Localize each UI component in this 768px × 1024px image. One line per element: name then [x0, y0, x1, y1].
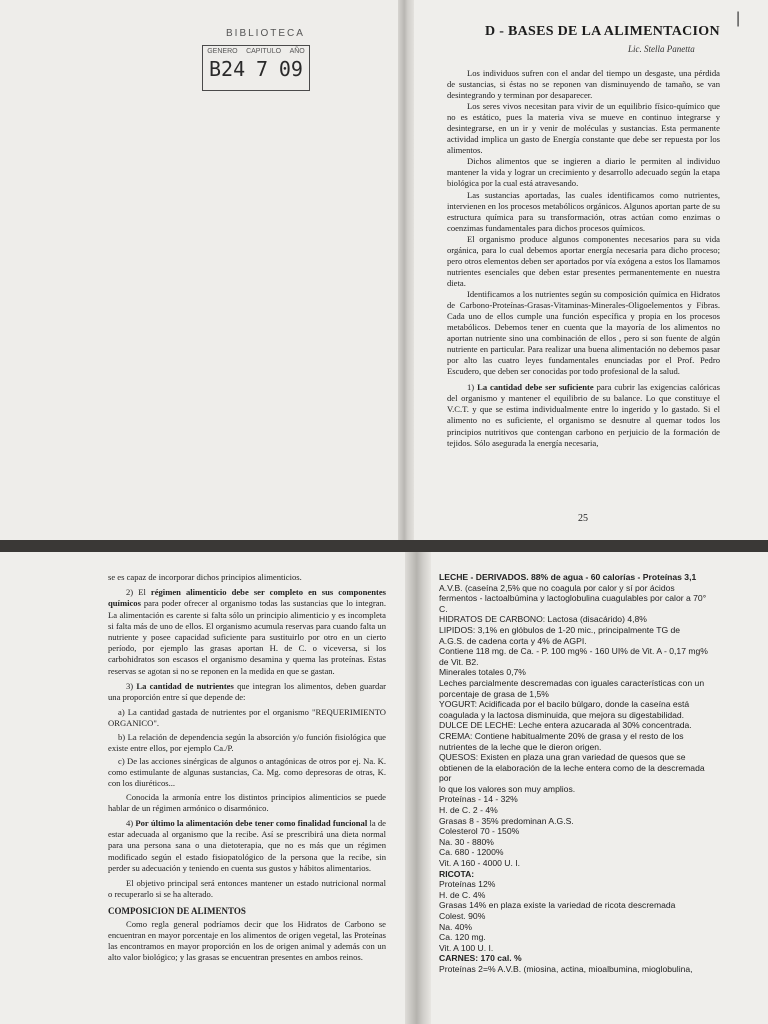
text-line: DULCE DE LECHE: Leche entera azucarada al 30% concentrada.	[439, 720, 692, 731]
text-line: Na. 30 - 880%	[439, 836, 494, 847]
law-number: 4)	[126, 818, 136, 829]
bottom-page	[0, 552, 768, 1024]
text-line: C.	[439, 603, 448, 614]
text-line: CARNES: 170 cal. %	[439, 953, 522, 964]
law-number: 2) El	[126, 587, 151, 598]
text-line: coagulada y la lactosa disminuida, que mejora su digestabilidad.	[439, 709, 685, 720]
stamp-header: CAPITULO	[246, 48, 282, 55]
paragraph: Conocida la armonía entre los distintos principios alimenticios se puede hablar de un régimen armónico o disarmónico.	[108, 791, 386, 813]
text-line: Proteínas 12%	[439, 879, 496, 890]
stamp-header: AÑO	[289, 48, 305, 55]
list-item: a) La cantidad gastada de nutrientes por el organismo "REQUERIMIENTO ORGANICO".	[108, 707, 386, 729]
top-text-column	[447, 68, 720, 449]
text-line: Contiene 118 mg. de Ca. - P. 100 mg% - 160 UI% de Vit. A - 0,17 mg%	[439, 646, 708, 657]
text-line: LECHE - DERIVADOS. 88% de agua - 60 calorías - Proteínas 3,1	[439, 572, 697, 582]
text-line: YOGURT: Acidificada por el bacilo búlgaro, donde la caseína está	[439, 699, 690, 710]
paragraph: se es capaz de incorporar dichos principios alimenticios.	[108, 572, 302, 582]
paragraph: Las sustancias aportadas, las cuales identificamos como nutrientes, intervienen en los procesos metabólicos orgánicos. Algunos aportan parte de su estructura química para su transformación, otras actúan como enzimas o coenzimas fundamentales para dichos procesos químicos.	[447, 189, 720, 233]
law-2-heading: régimen alimenticio debe ser completo en sus componentes químicos	[108, 587, 386, 609]
text-line: Minerales totales 0,7%	[439, 667, 526, 678]
text-line: A.G.S. de cadena corta y 4% de AGPI.	[439, 635, 587, 646]
law-1-paragraph	[447, 382, 720, 448]
text-line: de Vit. B2.	[439, 656, 479, 667]
paragraph: Los individuos sufren con el andar del tiempo un desgaste, una pérdida de sustancias, si éstas no se reponen van disminuyendo de tamaño, se van desintegrando y terminan por desaparecer.	[447, 68, 720, 101]
list-item: b) La relación de dependencia según la absorción y/o función fisiológica que existe entre ellos, por ejemplo Ca./P.	[108, 731, 386, 753]
stamp-header: GENERO	[207, 48, 238, 55]
paragraph: El objetivo principal será entonces mantener un estado nutricional normal o recuperarlo si se ha alterado.	[108, 878, 386, 900]
text-line: Proteínas 2=% A.V.B. (miosina, actina, mioalbumina, mioglobulina,	[439, 963, 693, 974]
page-fold-shadow	[405, 552, 431, 1024]
stamp-headers	[203, 46, 309, 55]
law-1-text: para cubrir las exigencias calóricas del organismo y mantener el equilibrio de su balance. Lo que constituye el V.C.T. y que se estima individualmente entre lo ingerido y lo gastado. Si el alimento no es suficiente, el organismo se desnutre al quemar todos los principios nutritivos que contengan carbono en perjuicio de la formación de tejidos. Sólo asegurada la energía necesaria,	[447, 382, 720, 448]
text-line: HIDRATOS DE CARBONO: Lactosa (disacárido) 4,8%	[439, 614, 647, 625]
bottom-left-column	[108, 572, 386, 968]
text-line: Ca. 680 - 1200%	[439, 847, 504, 858]
text-line: LIPIDOS: 3,1% en glóbulos de 1-20 mic., principalmente TG de	[439, 624, 681, 635]
left-margin-blank	[0, 0, 398, 540]
stamp-value: 7	[255, 57, 269, 81]
text-line: A.V.B. (caseína 2,5% que no coagula por calor y sí por ácidos	[439, 582, 675, 593]
bottom-right-column	[439, 572, 719, 975]
text-line: Leches parcialmente descremadas con iguales características con un	[439, 677, 705, 688]
text-line: obtienen de la elaboración de la leche entera como de la descremada por	[439, 762, 705, 784]
text-line: Grasas 14% en plaza existe la variedad de ricota descremada	[439, 900, 676, 911]
law-4-text: la de estar adecuada al organismo que la recibe. Así se prescribirá una dieta normal para una persona sana o una dietoterapia, que no es más que un régimen modificado según el estado fisiopatológico de la persona que la recibe, sin perder su adecuación y teniendo en cuenta sus gustos y hábitos alimentarios.	[108, 818, 386, 873]
section-heading: COMPOSICION DE ALIMENTOS	[108, 906, 246, 917]
law-2-paragraph	[108, 587, 386, 677]
paragraph: Como regla general podríamos decir que los Hidratos de Carbono se encuentran en mayor porcentaje en los alimentos de origen vegetal, las Proteínas las encontramos en mayor proporción en los de origen animal y además con un alto valor biológico; y las grasas se encuentran presentes en ambos reinos.	[108, 918, 386, 963]
law-3-heading: La cantidad de nutrientes	[136, 680, 234, 691]
list-item: c) De las acciones sinérgicas de algunos o antagónicas de otros por ej. Na. K. como estimulante de algunas sustancias, Ca. Mg. como depresoras de otras, K. con los diuréticos...	[108, 756, 386, 789]
page-number: 25	[578, 513, 588, 524]
stamp-value: B24	[209, 57, 246, 81]
paragraph: El organismo produce algunos componentes necesarios para su vida orgánica, para lo cual debemos aportar energía necesaria para dicho proceso; pero otros elementos deben ser aportados por vía exógena a estos los llamamos nutrientes esenciales que deben estar presentes permanentemente en nuestra dieta.	[447, 233, 720, 288]
text-line: CREMA: Contiene habitualmente 20% de grasa y el resto de los	[439, 730, 684, 741]
stamp-label: BIBLIOTECA	[226, 28, 305, 39]
author-name: Lic. Stella Panetta	[628, 44, 695, 54]
text-line: H. de C. 4%	[439, 889, 486, 900]
chapter-title: D - BASES DE LA ALIMENTACION	[485, 24, 720, 39]
corner-mark: |	[736, 10, 741, 27]
text-line: Proteínas - 14 - 32%	[439, 794, 518, 805]
text-line: Vit. A 100 U. I.	[439, 942, 494, 953]
text-line: H. de C. 2 - 4%	[439, 805, 498, 816]
text-line: RICOTA:	[439, 868, 475, 879]
text-line: porcentaje de grasa de 1,5%	[439, 688, 549, 699]
law-number: 1)	[467, 382, 478, 393]
law-number: 3)	[126, 680, 137, 691]
law-3-paragraph	[108, 681, 386, 703]
text-line: nutrientes de la leche que le dieron origen.	[439, 741, 602, 752]
paragraph: Los seres vivos necesitan para vivir de un equilibrio físico-químico que no es estático, pues la materia viva se mueve en continuo integrarse y desintegrarse, en un ir y venir de moléculas y sustancias. Esta permanente actividad implica un gasto de Energía constante que debe ser repuesta por los alimentos.	[447, 101, 720, 156]
text-line: fermentos - lactoalbúmina y lactoglobulina cuagulables por calor a 70°	[439, 593, 707, 604]
paragraph: Identificamos a los nutrientes según su composición química en Hidratos de Carbono-Proteínas-Grasas-Vitaminas-Minerales-Oligoelementos y Fibras. Cada uno de ellos cumple una función específica y propia en los procesos metabólicos. Debemos tener en cuenta que la mayoría de los alimentos no aportan nutriente sino una combinación de ellos , pero si son fuente de algún nutriente en particular. Para realizar una buena alimentación no debemos pasar por alto las cuatro leyes fundamentales enunciadas por el Prof. Pedro Escudero, que deben ser conocidas por todo profesional de la salud.	[447, 288, 720, 377]
text-line: Vit. A 160 - 4000 U. I.	[439, 858, 521, 869]
stamp-value: 09	[278, 57, 303, 81]
text-line: Ca. 120 mg.	[439, 932, 486, 943]
text-line: Na. 40%	[439, 921, 472, 932]
law-4-heading: Por último la alimentación debe tener como finalidad funcional	[135, 818, 368, 829]
law-4-paragraph	[108, 818, 386, 874]
library-stamp	[202, 45, 310, 91]
text-line: Colesterol 70 - 150%	[439, 826, 520, 837]
paragraph: Dichos alimentos que se ingieren a diario le permiten al individuo mantener la vida y lograr un crecimiento y desarrollo adecuado según la etapa biológica por la cual está atravesando.	[447, 156, 720, 189]
text-line: lo que los valores son muy amplios.	[439, 783, 576, 794]
text-line: QUESOS: Existen en plaza una gran variedad de quesos que se	[439, 752, 686, 763]
text-line: Grasas 8 - 35% predominan A.G.S.	[439, 815, 574, 826]
law-3-text: que integran los alimentos, deben guardar una proporción entre sí que depende de:	[108, 680, 387, 703]
stamp-values	[203, 55, 309, 81]
page-fold-shadow	[398, 0, 414, 540]
text-line: Colest. 90%	[439, 911, 486, 921]
law-1-heading: La cantidad debe ser suficiente	[477, 382, 594, 393]
law-2-text: para poder ofrecer al organismo todas las sustancias que lo integran. La alimentación es carente si falta sólo un principio alimenticio y es incompleta si falta más de uno de ellos. El organismo acumula reservas para cuando falta un nutriente y posee capacidad suficiente para sustituirlo por otro en un cierto período, por ejemplo las grasas aportan H. de C. o viceversa, si los carbohidratos son escasos el organismo desamina y quema las proteínas. Estas reservas se agotan si no se reponen en la medida en que se gastan.	[108, 598, 386, 676]
